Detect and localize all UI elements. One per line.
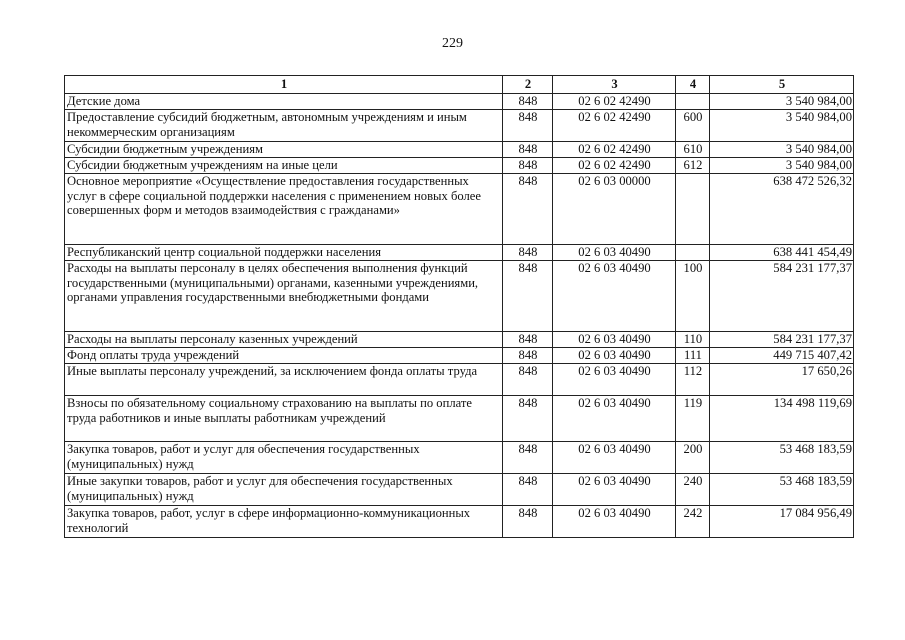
row-ved: 848 — [503, 396, 553, 442]
row-sum: 3 540 984,00 — [710, 158, 854, 174]
table-row — [65, 348, 854, 364]
row-csr: 02 6 03 40490 — [553, 348, 676, 364]
row-vr — [676, 94, 710, 110]
budget-table — [64, 75, 854, 538]
row-name: Субсидии бюджетным учреждениям на иные цели — [65, 158, 503, 174]
row-sum: 17 084 956,49 — [710, 506, 854, 538]
column-header-name: 1 — [65, 76, 503, 94]
table-row — [65, 442, 854, 474]
row-vr: 612 — [676, 158, 710, 174]
row-vr: 200 — [676, 442, 710, 474]
row-csr: 02 6 03 40490 — [553, 261, 676, 332]
row-vr — [676, 245, 710, 261]
row-name: Детские дома — [65, 94, 503, 110]
row-name: Иные выплаты персоналу учреждений, за исключением фонда оплаты труда — [65, 364, 503, 396]
row-sum: 17 650,26 — [710, 364, 854, 396]
row-vr: 100 — [676, 261, 710, 332]
row-name: Основное мероприятие «Осуществление предоставления государственных услуг в сфере социальной поддержки населения с применением новых более совершенных форм и методов взаимодействия с гражданами» — [65, 174, 503, 245]
row-vr: 242 — [676, 506, 710, 538]
table-row — [65, 364, 854, 396]
row-vr: 111 — [676, 348, 710, 364]
row-csr: 02 6 03 40490 — [553, 506, 676, 538]
row-ved: 848 — [503, 142, 553, 158]
row-name: Предоставление субсидий бюджетным, автономным учреждениям и иным некоммерческим организациям — [65, 110, 503, 142]
column-header-csr: 3 — [553, 76, 676, 94]
column-header-ved: 2 — [503, 76, 553, 94]
row-name: Республиканский центр социальной поддержки населения — [65, 245, 503, 261]
row-sum: 3 540 984,00 — [710, 142, 854, 158]
row-ved: 848 — [503, 261, 553, 332]
row-vr: 240 — [676, 474, 710, 506]
table-row — [65, 94, 854, 110]
row-name: Взносы по обязательному социальному страхованию на выплаты по оплате труда работников и иные выплаты работникам учреждений — [65, 396, 503, 442]
row-ved: 848 — [503, 332, 553, 348]
row-csr: 02 6 03 40490 — [553, 396, 676, 442]
row-name: Фонд оплаты труда учреждений — [65, 348, 503, 364]
row-ved: 848 — [503, 245, 553, 261]
table-row — [65, 474, 854, 506]
row-vr: 600 — [676, 110, 710, 142]
row-name: Расходы на выплаты персоналу в целях обеспечения выполнения функций государственными (муниципальными) органами, казенными учреждениями, органами управления государственными внебюджетными фондами — [65, 261, 503, 332]
column-header-vr: 4 — [676, 76, 710, 94]
row-sum: 3 540 984,00 — [710, 94, 854, 110]
table-header-row — [65, 76, 854, 94]
row-sum: 53 468 183,59 — [710, 474, 854, 506]
table-row — [65, 158, 854, 174]
row-csr: 02 6 02 42490 — [553, 158, 676, 174]
row-sum: 449 715 407,42 — [710, 348, 854, 364]
row-name: Закупка товаров, работ, услуг в сфере информационно-коммуникационных технологий — [65, 506, 503, 538]
row-ved: 848 — [503, 110, 553, 142]
row-ved: 848 — [503, 94, 553, 110]
table-row — [65, 506, 854, 538]
row-name: Расходы на выплаты персоналу казенных учреждений — [65, 332, 503, 348]
row-ved: 848 — [503, 474, 553, 506]
row-vr: 119 — [676, 396, 710, 442]
row-sum: 134 498 119,69 — [710, 396, 854, 442]
row-sum: 638 441 454,49 — [710, 245, 854, 261]
table-row — [65, 396, 854, 442]
row-ved: 848 — [503, 158, 553, 174]
row-sum: 584 231 177,37 — [710, 261, 854, 332]
row-csr: 02 6 03 40490 — [553, 332, 676, 348]
row-ved: 848 — [503, 364, 553, 396]
row-ved: 848 — [503, 506, 553, 538]
column-header-sum: 5 — [710, 76, 854, 94]
table-row — [65, 174, 854, 245]
row-csr: 02 6 03 40490 — [553, 442, 676, 474]
row-ved: 848 — [503, 174, 553, 245]
row-ved: 848 — [503, 442, 553, 474]
row-csr: 02 6 02 42490 — [553, 110, 676, 142]
row-sum: 638 472 526,32 — [710, 174, 854, 245]
row-vr — [676, 174, 710, 245]
table-row — [65, 332, 854, 348]
table-row — [65, 245, 854, 261]
row-sum: 584 231 177,37 — [710, 332, 854, 348]
row-vr: 112 — [676, 364, 710, 396]
row-ved: 848 — [503, 348, 553, 364]
row-vr: 610 — [676, 142, 710, 158]
row-name: Субсидии бюджетным учреждениям — [65, 142, 503, 158]
row-sum: 53 468 183,59 — [710, 442, 854, 474]
row-sum: 3 540 984,00 — [710, 110, 854, 142]
table-row — [65, 261, 854, 332]
page-number: 229 — [442, 36, 463, 51]
row-csr: 02 6 02 42490 — [553, 142, 676, 158]
row-csr: 02 6 03 40490 — [553, 364, 676, 396]
row-csr: 02 6 03 40490 — [553, 474, 676, 506]
row-csr: 02 6 02 42490 — [553, 94, 676, 110]
row-name: Закупка товаров, работ и услуг для обеспечения государственных (муниципальных) нужд — [65, 442, 503, 474]
table-row — [65, 110, 854, 142]
row-csr: 02 6 03 40490 — [553, 245, 676, 261]
table-row — [65, 142, 854, 158]
row-csr: 02 6 03 00000 — [553, 174, 676, 245]
row-vr: 110 — [676, 332, 710, 348]
row-name: Иные закупки товаров, работ и услуг для обеспечения государственных (муниципальных) нужд — [65, 474, 503, 506]
